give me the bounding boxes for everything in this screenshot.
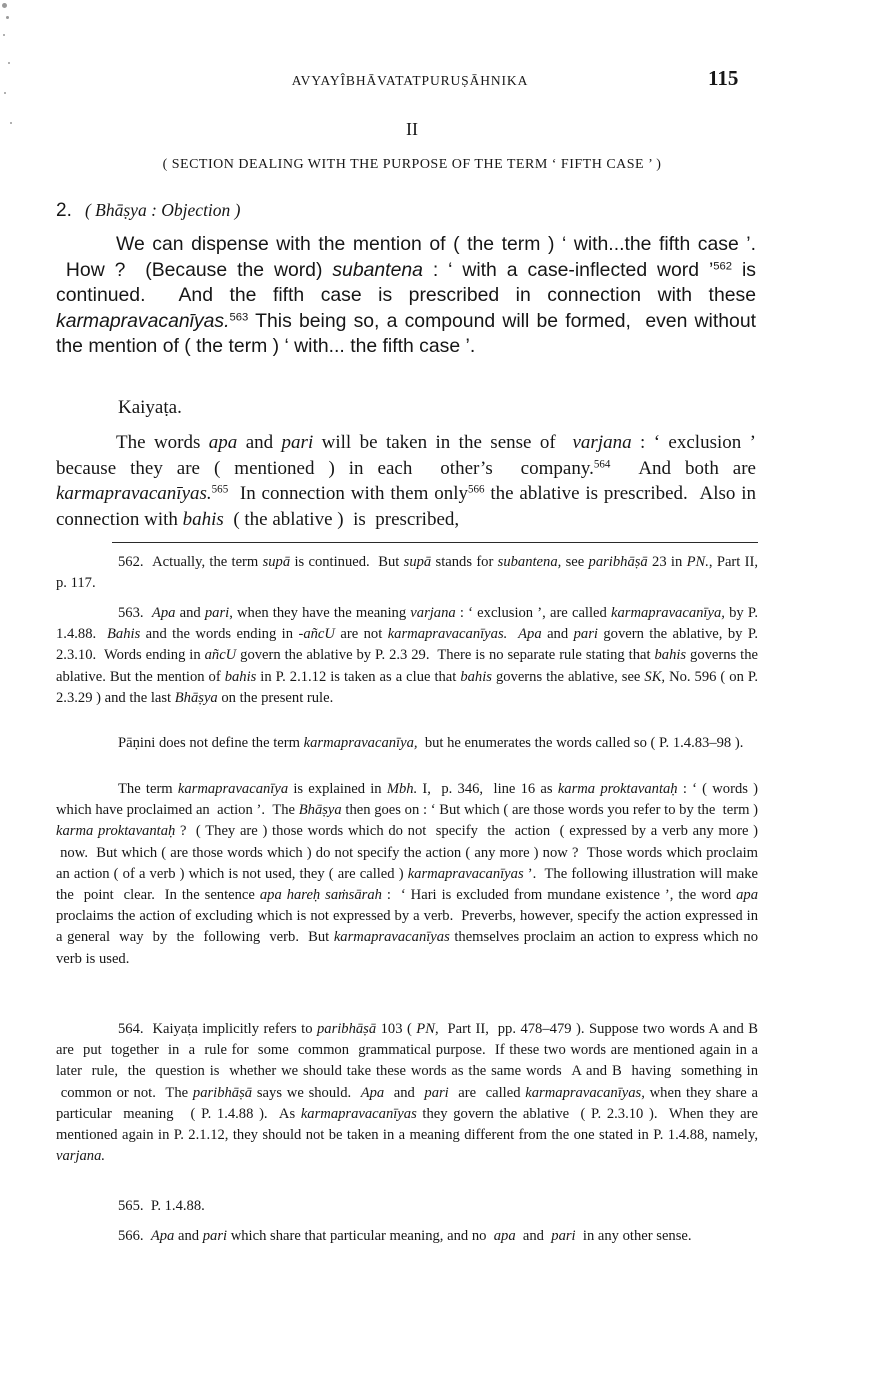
page-number: 115: [708, 66, 739, 90]
kaiyata-text: The words apa and pari will be taken in the sense of varjana : ‘ exclusion ’ because they are ( mentioned ) in each other’s company.$^{564}$ And both are karmapravacanīyas.$^{565}$ In connection with them only$^{566}$ the ablative is prescribed. Also in connection with bahis ( the ablative ) is prescribed,: [56, 432, 756, 530]
footnote-566: 566. Apa and pari which share that particular meaning, and no apa and pari in any other sense.: [118, 1228, 692, 1244]
footnote-564: 564. Kaiyaṭa implicitly refers to paribhāṣā 103 ( PN, Part II, pp. 478–479 ). Suppose two words A and B are put together in a rule for some common grammatical purpose. If these two words are mentioned again in a later rule, the question is whether we should take these words as the same words A and B having something in common or not. The paribhāṣā says we should. Apa and pari are called karmapravacanīyas, when they share a particular meaning ( P. 1.4.88 ). As karmapravacanīyas they govern the ablative ( P. 2.3.10 ). When they are mentioned again in P. 2.1.12, they should not be taken in a meaning different from the one stated in P. 1.4.88, namely, varjana.: [56, 1021, 758, 1165]
scan-speck: [4, 92, 6, 94]
bhasya-text: We can dispense with the mention of ( the term ) ‘ with...the fifth case ’. How ? (Because the word) subantena : ‘ with a case-inflected word ’$^{562}$ is continued. And the fifth case is prescribed in connection with these karmapravacanīyas.$^{563}$ This being so, a compound will be formed, even without the mention of ( the term ) ‘ with... the fifth case ’.: [56, 233, 756, 357]
footnote-563-explanation: The term karmapravacanīya is explained in Mbh. I, p. 346, line 16 as karma proktavantaḥ : ‘ ( words ) which have proclaimed an action ’. The Bhāṣya then goes on : ‘ But which ( are those words you refer to by the term ) karma proktavantaḥ ? ( They are ) those words which do not specify the action ( expressed by a verb any more ) now. But which ( are those words which ) do not specify the action ( any more ) now ? Those words which proclaim an action ( of a verb ) which is not used, they ( are called ) karmapravacanīyas ’. The following illustration will make the point clear. In the sentence apa hareḥ saṁsārah : ‘ Hari is excluded from mundane existence ’, the word apa proclaims the action of excluding which is not expressed by a verb. Preverbs, however, specify the action expressed in a general way by the following verb. But karmapravacanīyas themselves proclaim an action to express which no verb is used.: [56, 781, 759, 967]
paragraph-number: 2.: [56, 200, 72, 221]
footnote-563-continued: Pāṇini does not define the term karmapravacanīya, but he enumerates the words called so ( P. 1.4.83–98 ).: [118, 735, 744, 751]
section-number: II: [406, 119, 418, 139]
scan-speck: [2, 3, 7, 8]
scan-speck: [6, 16, 9, 19]
scan-speck: [8, 62, 10, 64]
running-title: AVYAYÎBHĀVATATPURUṢĀHNIKA: [291, 73, 529, 88]
section-heading: ( SECTION DEALING WITH THE PURPOSE OF THE TERM ‘ FIFTH CASE ’ ): [162, 157, 662, 172]
scan-speck: [10, 122, 12, 124]
scan-speck: [3, 34, 5, 36]
bhasya-objection-label: ( Bhāṣya : Objection ): [84, 200, 241, 220]
footnote-divider: [112, 542, 758, 543]
footnote-563: 563. Apa and pari, when they have the meaning varjana : ‘ exclusion ’, are called karmapravacanīya, by P. 1.4.88. Bahis and the words ending in -añcU are not karmapravacanīyas. Apa and pari govern the ablative, by P. 2.3.10. Words ending in añcU govern the ablative by P. 2.3 29. There is no separate rule stating that bahis governs the ablative. But the mention of bahis in P. 2.1.12 is taken as a clue that bahis governs the ablative, see SK, No. 596 ( on P. 2.3.29 ) and the last Bhāṣya on the present rule.: [56, 605, 759, 706]
kaiyata-label: Kaiyaṭa.: [118, 397, 182, 418]
paragraph-label: [56, 200, 241, 222]
footnote-565: 565. P. 1.4.88.: [118, 1198, 205, 1214]
footnote-562: 562. Actually, the term supā is continued. But supā stands for subantena, see paribhāṣā 23 in PN., Part II, p. 117.: [56, 554, 758, 592]
